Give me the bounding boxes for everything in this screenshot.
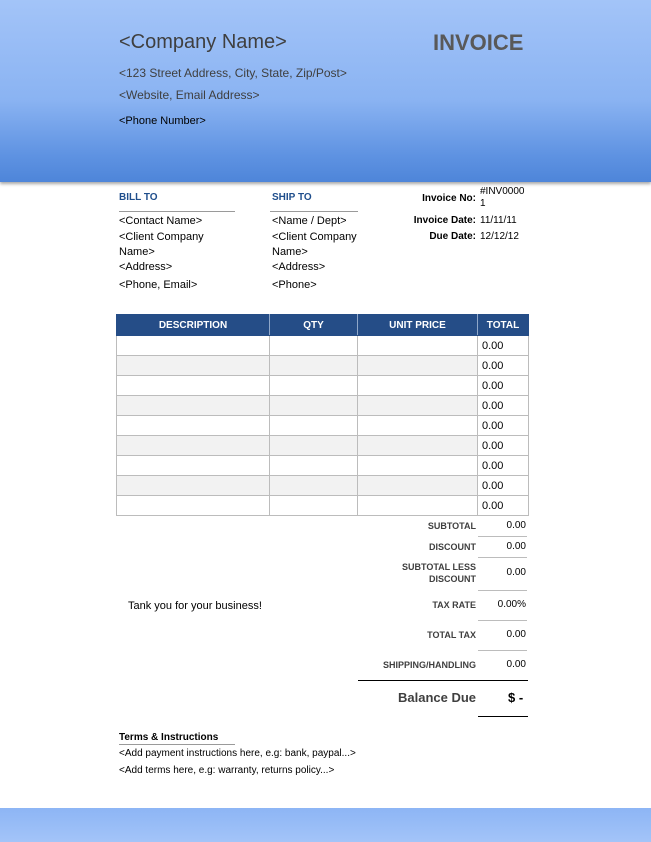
table-row: [117, 376, 529, 396]
description-cell[interactable]: [117, 416, 270, 436]
description-cell[interactable]: [117, 496, 270, 516]
shipping-handling-value: 0.00: [506, 659, 526, 670]
unit-price-cell[interactable]: [358, 416, 478, 436]
line-items-table: [116, 314, 529, 516]
ship-to-address: <Address>: [272, 261, 326, 273]
summary-divider: [478, 557, 527, 558]
terms-payment-instructions: <Add payment instructions here, e.g: bank, paypal...>: [119, 748, 356, 759]
ship-to-heading: SHIP TO: [272, 192, 312, 203]
due-date-value: 12/12/12: [480, 231, 519, 242]
qty-cell[interactable]: [270, 356, 358, 376]
ship-to-phone: <Phone>: [272, 279, 317, 291]
discount-label: DISCOUNT: [429, 542, 476, 552]
unit-price-cell[interactable]: [358, 476, 478, 496]
terms-divider: [119, 744, 235, 745]
ship-to-divider: [270, 211, 358, 212]
table-row: [117, 396, 529, 416]
company-address: <123 Street Address, City, State, Zip/Post>: [119, 66, 347, 80]
subtotal-less-discount-value: 0.00: [506, 567, 526, 578]
description-cell[interactable]: [117, 456, 270, 476]
qty-cell[interactable]: [270, 416, 358, 436]
invoice-title: INVOICE: [433, 30, 524, 55]
table-header-row: [117, 315, 529, 336]
unit-price-cell[interactable]: [358, 456, 478, 476]
invoice-no-value-line2: 1: [480, 198, 486, 209]
unit-price-cell[interactable]: [358, 496, 478, 516]
total-cell: 0.00: [478, 496, 529, 516]
description-cell[interactable]: [117, 336, 270, 356]
terms-warranty-policy: <Add terms here, e.g: warranty, returns policy...>: [119, 765, 335, 776]
total-cell: 0.00: [478, 456, 529, 476]
company-phone: <Phone Number>: [119, 115, 206, 127]
summary-divider: [478, 620, 527, 621]
ship-to-company-line2: Name>: [272, 246, 308, 258]
summary-divider: [478, 536, 527, 537]
column-header-qty: QTY: [270, 315, 358, 336]
shipping-handling-label: SHIPPING/HANDLING: [382, 660, 476, 670]
table-row: [117, 336, 529, 356]
table-row: [117, 496, 529, 516]
table-row: [117, 436, 529, 456]
balance-due-value: $ -: [508, 690, 524, 705]
description-cell[interactable]: [117, 476, 270, 496]
subtotal-value: 0.00: [506, 520, 526, 531]
table-row: [117, 456, 529, 476]
tax-rate-label: TAX RATE: [432, 600, 476, 610]
invoice-footer-band: [0, 808, 651, 842]
bill-to-contact: <Contact Name>: [119, 215, 203, 227]
due-date-label: Due Date:: [429, 231, 476, 242]
qty-cell[interactable]: [270, 396, 358, 416]
total-cell: 0.00: [478, 396, 529, 416]
bill-to-address: <Address>: [119, 261, 173, 273]
description-cell[interactable]: [117, 376, 270, 396]
qty-cell[interactable]: [270, 456, 358, 476]
table-row: [117, 416, 529, 436]
subtotal-less-discount-label-line2: DISCOUNT: [429, 574, 476, 584]
bill-to-phone-email: <Phone, Email>: [119, 279, 198, 291]
column-header-unit-price: UNIT PRICE: [358, 315, 478, 336]
qty-cell[interactable]: [270, 496, 358, 516]
total-cell: 0.00: [478, 436, 529, 456]
description-cell[interactable]: [117, 436, 270, 456]
thank-you-message: Tank you for your business!: [128, 600, 262, 612]
qty-cell[interactable]: [270, 476, 358, 496]
column-header-total: TOTAL: [478, 315, 529, 336]
terms-heading: Terms & Instructions: [119, 732, 219, 743]
qty-cell[interactable]: [270, 436, 358, 456]
unit-price-cell[interactable]: [358, 356, 478, 376]
invoice-no-label: Invoice No:: [422, 193, 476, 204]
invoice-no-value-line1: #INV0000: [480, 186, 525, 197]
qty-cell[interactable]: [270, 376, 358, 396]
balance-top-rule: [358, 680, 528, 681]
qty-cell[interactable]: [270, 336, 358, 356]
table-row: [117, 476, 529, 496]
unit-price-cell[interactable]: [358, 336, 478, 356]
total-tax-value: 0.00: [506, 629, 526, 640]
discount-value: 0.00: [506, 541, 526, 552]
bill-to-company-line2: Name>: [119, 246, 155, 258]
total-cell: 0.00: [478, 376, 529, 396]
subtotal-less-discount-label-line1: SUBTOTAL LESS: [401, 562, 476, 572]
invoice-date-value: 11/11/11: [480, 215, 517, 226]
bill-to-divider: [119, 211, 235, 212]
table-row: [117, 356, 529, 376]
unit-price-cell[interactable]: [358, 376, 478, 396]
bill-to-company-line1: <Client Company: [119, 231, 204, 243]
summary-divider: [478, 590, 527, 591]
total-cell: 0.00: [478, 356, 529, 376]
column-header-description: DESCRIPTION: [117, 315, 270, 336]
total-cell: 0.00: [478, 416, 529, 436]
description-cell[interactable]: [117, 396, 270, 416]
company-name: <Company Name>: [119, 31, 287, 53]
description-cell[interactable]: [117, 356, 270, 376]
balance-bottom-rule: [478, 716, 528, 717]
summary-divider: [478, 650, 527, 651]
bill-to-heading: BILL TO: [119, 192, 158, 203]
invoice-date-label: Invoice Date:: [413, 215, 476, 226]
subtotal-label: SUBTOTAL: [427, 521, 476, 531]
unit-price-cell[interactable]: [358, 436, 478, 456]
ship-to-company-line1: <Client Company: [272, 231, 357, 243]
unit-price-cell[interactable]: [358, 396, 478, 416]
total-cell: 0.00: [478, 336, 529, 356]
total-cell: 0.00: [478, 476, 529, 496]
balance-due-label: Balance Due: [398, 690, 477, 705]
ship-to-name: <Name / Dept>: [272, 215, 347, 227]
invoice-header-band: [0, 0, 651, 182]
total-tax-label: TOTAL TAX: [427, 630, 476, 640]
tax-rate-value: 0.00%: [497, 599, 526, 610]
company-web-email: <Website, Email Address>: [119, 88, 260, 102]
